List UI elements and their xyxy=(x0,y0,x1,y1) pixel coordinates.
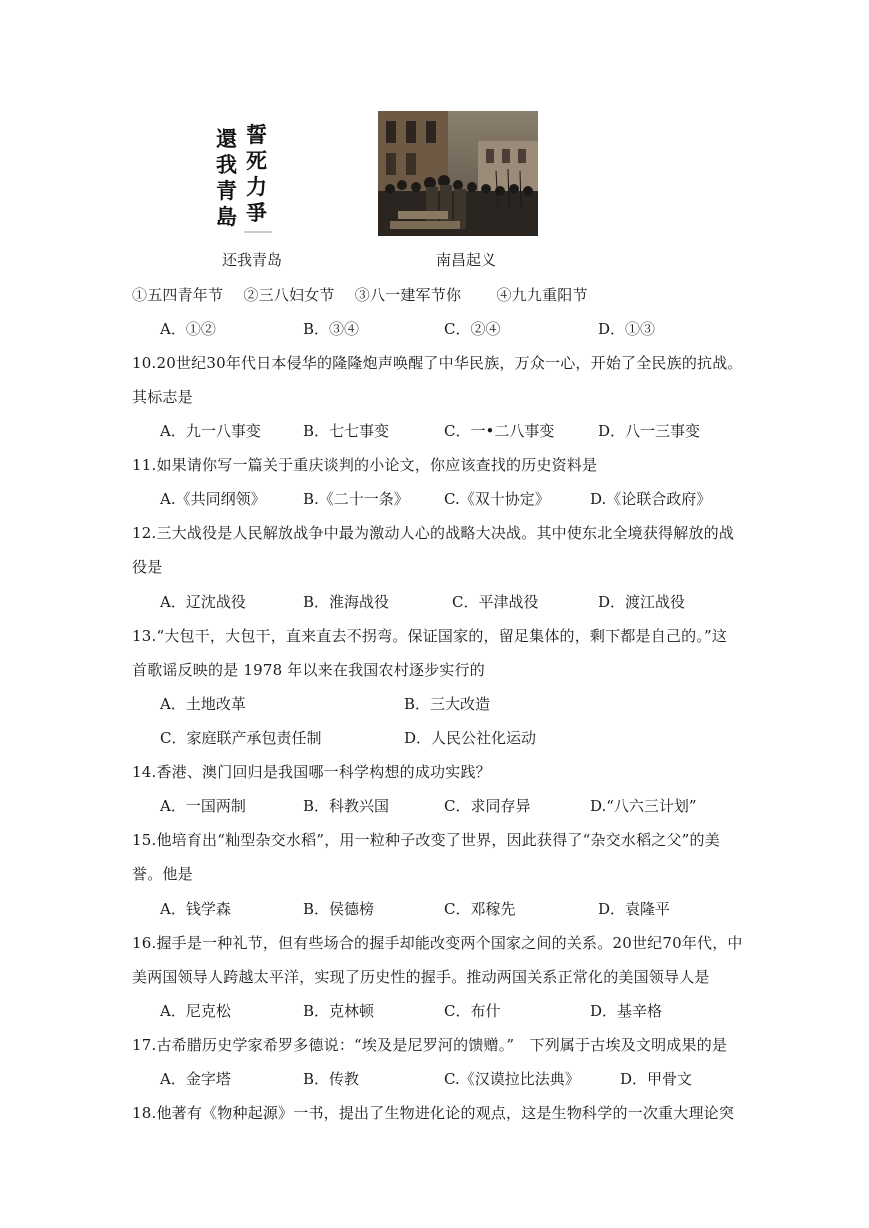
q9-option-b: B．③④ xyxy=(303,320,360,338)
calligraphy-image xyxy=(210,118,280,236)
q12-option-d: D．渡江战役 xyxy=(598,593,686,611)
q16-option-d: D．基辛格 xyxy=(590,1002,663,1020)
q17-option-b: B．传教 xyxy=(303,1070,360,1088)
q13-option-b: B．三大改造 xyxy=(404,695,491,713)
q14-option-c: C．求同存异 xyxy=(444,797,531,815)
svg-text:島: 島 xyxy=(216,204,237,229)
q17-option-a: A．金字塔 xyxy=(160,1070,231,1088)
q15-line1: 15.他培育出“籼型杂交水稻”，用一粒种子改变了世界，因此获得了“杂交水稻之父”的美 xyxy=(132,831,720,849)
q16-option-a: A．尼克松 xyxy=(160,1002,231,1020)
q16-option-b: B．克林顿 xyxy=(303,1002,375,1020)
q17-option-d: D．甲骨文 xyxy=(620,1070,693,1088)
svg-text:力: 力 xyxy=(246,174,267,199)
q10-option-c: C．一•二八事变 xyxy=(444,422,555,440)
q17-line1: 17.古希腊历史学家希罗多德说：“埃及是尼罗河的馈赠。” 下列属于古埃及文明成果的是 xyxy=(132,1036,728,1054)
q10-option-a: A．九一八事变 xyxy=(160,422,261,440)
q15-line2: 誉。他是 xyxy=(132,865,193,883)
q12-line2: 役是 xyxy=(132,558,163,576)
q9-option-d: D．①③ xyxy=(598,320,656,338)
q16-line1: 16.握手是一种礼节，但有些场合的握手却能改变两个国家之间的关系。20世纪70年代，中 xyxy=(132,934,743,952)
q15-option-d: D．袁隆平 xyxy=(598,900,671,918)
q13-option-a: A．土地改革 xyxy=(160,695,246,713)
q9-items: ①五四青年节 ②三八妇女节 ③八一建军节你 ④九九重阳节 xyxy=(132,286,588,304)
q13-option-d: D．人民公社化运动 xyxy=(404,729,537,747)
q13-line1: 13.“大包干，大包干，直来直去不拐弯。保证国家的，留足集体的，剩下都是自己的。”这 xyxy=(132,627,728,645)
q9-option-a: A．①② xyxy=(160,320,216,338)
svg-text:誓: 誓 xyxy=(246,122,267,147)
svg-text:我: 我 xyxy=(216,152,237,177)
q11-option-c: C.《双十协定》 xyxy=(444,490,550,508)
q12-option-b: B．淮海战役 xyxy=(303,593,390,611)
caption-left: 还我青岛 xyxy=(222,251,283,269)
q11-option-b: B.《二十一条》 xyxy=(303,490,409,508)
q12-line1: 12.三大战役是人民解放战争中最为激动人心的战略大决战。其中使东北全境获得解放的战 xyxy=(132,524,735,542)
nanchang-uprising-painting xyxy=(378,111,538,236)
q9-option-c: C．②④ xyxy=(444,320,501,338)
q14-option-b: B．科教兴国 xyxy=(303,797,390,815)
q10-option-b: B．七七事变 xyxy=(303,422,390,440)
q11-option-d: D.《论联合政府》 xyxy=(590,490,712,508)
q12-option-c: C．平津战役 xyxy=(452,593,539,611)
q16-option-c: C．布什 xyxy=(444,1002,501,1020)
svg-text:爭: 爭 xyxy=(246,200,267,225)
q14-option-d: D.“八六三计划” xyxy=(590,797,697,815)
q11-line1: 11.如果请你写一篇关于重庆谈判的小论文，你应该查找的历史资料是 xyxy=(132,456,598,474)
svg-text:還: 還 xyxy=(216,126,237,151)
caption-right: 南昌起义 xyxy=(436,251,497,269)
q12-option-a: A．辽沈战役 xyxy=(160,593,246,611)
q18-line1: 18.他著有《物种起源》一书，提出了生物进化论的观点，这是生物科学的一次重大理论突 xyxy=(132,1104,735,1122)
q11-option-a: A.《共同纲领》 xyxy=(160,490,266,508)
q10-option-d: D．八一三事变 xyxy=(598,422,701,440)
svg-text:青: 青 xyxy=(216,178,237,203)
q14-line1: 14.香港、澳门回归是我国哪一科学构想的成功实践？ xyxy=(132,763,491,781)
q10-line1: 10.20世纪30年代日本侵华的隆隆炮声唤醒了中华民族，万众一心，开始了全民族的抗战。 xyxy=(132,354,743,372)
q15-option-a: A．钱学森 xyxy=(160,900,231,918)
q17-option-c: C.《汉谟拉比法典》 xyxy=(444,1070,580,1088)
q10-line2: 其标志是 xyxy=(132,388,193,406)
q15-option-c: C．邓稼先 xyxy=(444,900,516,918)
q14-option-a: A．一国两制 xyxy=(160,797,246,815)
q15-option-b: B．侯德榜 xyxy=(303,900,375,918)
svg-text:死: 死 xyxy=(246,148,267,173)
q13-line2: 首歌谣反映的是 1978 年以来在我国农村逐步实行的 xyxy=(132,661,485,679)
q16-line2: 美两国领导人跨越太平洋，实现了历史性的握手。推动两国关系正常化的美国领导人是 xyxy=(132,968,710,986)
q13-option-c: C．家庭联产承包责任制 xyxy=(160,729,322,747)
